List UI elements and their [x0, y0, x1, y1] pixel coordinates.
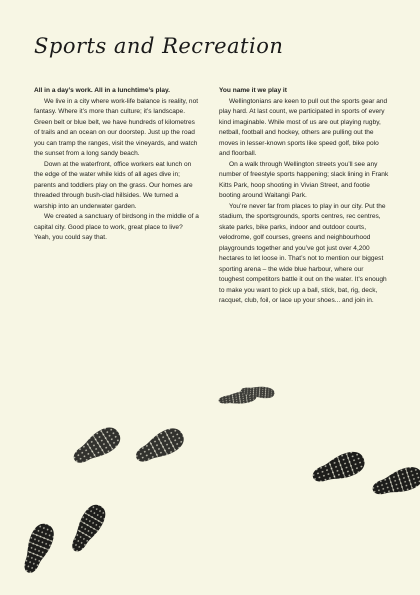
left-paragraph-3: We created a sanctuary of birdsong in the middle of a capital city. Good place to work, great place to live? Yeah, you could say that. [34, 213, 199, 241]
left-paragraph-2: Down at the waterfront, office workers eat lunch on the edge of the water while kids of all ages dive in; parents and toddlers play on the grass. Our homes are threaded through bush-clad hillsides. We turned a warship into an underwater garden. [34, 160, 193, 210]
left-column-heading: All in a day’s work. All in a lunchtime’s play. [34, 87, 170, 94]
left-paragraph-1: We live in a city where work-life balance is reality, not fantasy. Where it’s more than culture; it’s landscape. Green belt or blue belt, we have hundreds of kilometres of trails and an ocean on our doorstep. Just up the road you can tramp the ranges, visit the vineyards, and watch the sunset from a long sandy beach. [34, 97, 199, 157]
page-title: Sports and Recreation [34, 34, 284, 58]
navy-footprint-4 [369, 464, 420, 501]
navy-footprint-2 [66, 501, 110, 556]
green-footprint-2 [131, 424, 188, 469]
navy-footprint-1 [18, 520, 58, 576]
right-paragraph-2: On a walk through Wellington streets you’ll see any number of freestyle sports happening; slack lining in Frank Kitts Park, hoop shooting in Vivian Street, and footie booting around Waitangi Park. [219, 160, 389, 199]
right-paragraph-1: Wellingtonians are keen to pull out the sports gear and play hard. At last count, we participated in sports of every kind imaginable. While most of us are out playing rugby, netball, football and hockey, others are pulling out the moves in lesser-known sports like speed golf, bike polo and floorball. [219, 97, 388, 157]
green-footprint-1 [68, 423, 124, 470]
right-column-heading: You name it we play it [219, 87, 287, 94]
right-paragraph-3: You’re never far from places to play in our city. Put the stadium, the sportsgrounds, sports centres, rec centres, skate parks, bike parks, indoor and outdoor courts, velodrome, golf courses, greens and neighbourhood playgrounds together and you’ve got just over 4,200 hectares to let loose in. That’s not to mention our biggest sporting arena – the wide blue harbour, where our toughest competitors battle it out on the water. It’s enough to make you want to pick up a ball, stick, bat, rig, deck, racquet, club, foil, or lace up your shoes... and join in. [219, 202, 387, 304]
navy-footprint-3 [309, 448, 368, 489]
